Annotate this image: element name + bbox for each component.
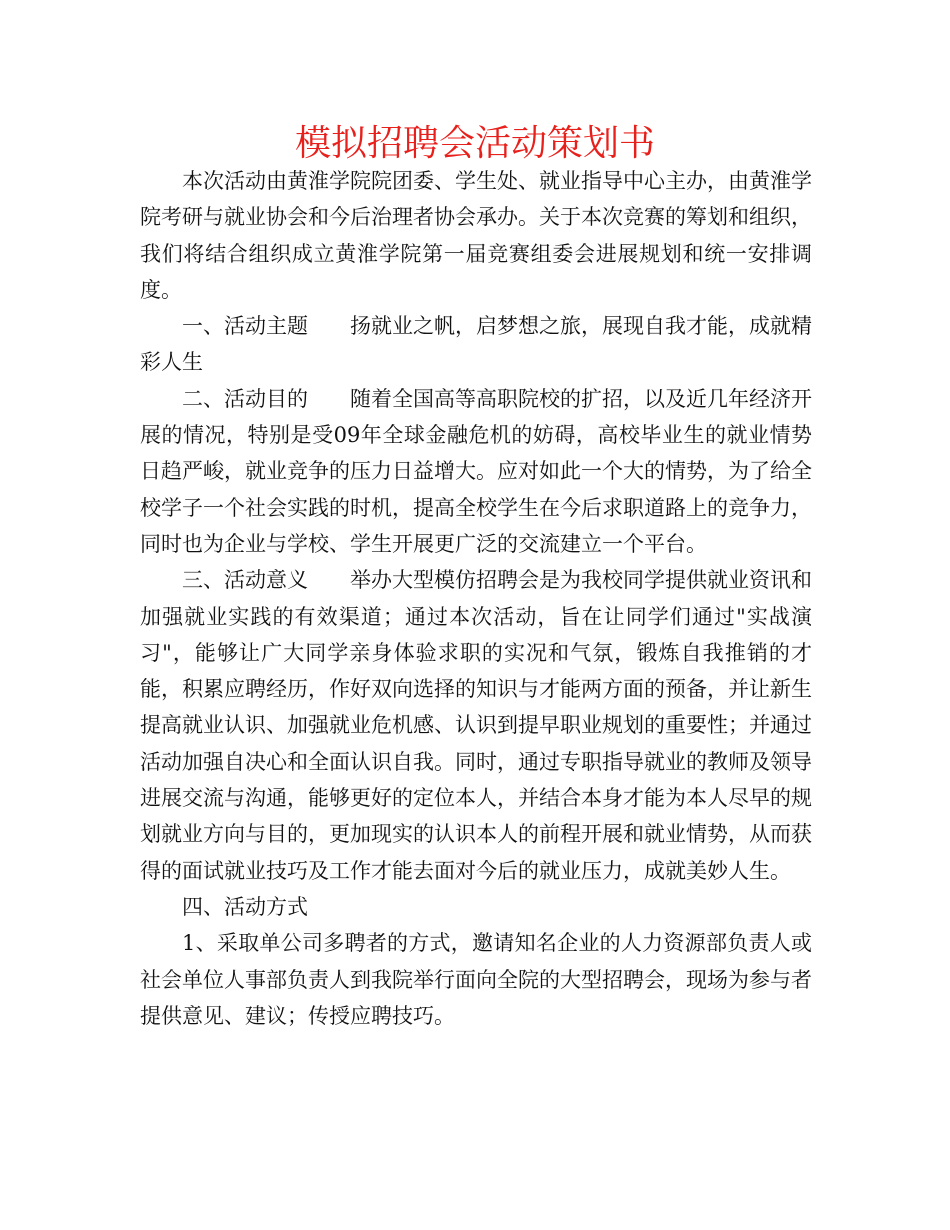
paragraph-activity-method bbox=[140, 889, 812, 925]
paragraph-text: 本次活动由黄淮学院院团委、学生处、就业指导中心主办，由黄淮学院考研与就业协会和今后治理者协会承办。关于本次竞赛的筹划和组织，我们将结合组织成立黄淮学院第一届竞赛组委会进展规划和统一安排调度。 bbox=[140, 169, 812, 302]
paragraph-method-item-1 bbox=[140, 925, 812, 1034]
document-title: 模拟招聘会活动策划书 bbox=[294, 123, 655, 164]
section-heading: 二、活动目的 bbox=[182, 386, 308, 411]
paragraph-intro bbox=[140, 163, 812, 308]
paragraph-text: 扬就业之帆，启梦想之旅，展现自我才能，成就精彩人生 bbox=[140, 314, 812, 375]
section-heading: 四、活动方式 bbox=[182, 894, 308, 919]
paragraph-text: 1、采取单公司多聘者的方式，邀请知名企业的人力资源部负责人或社会单位人事部负责人到我院举行面向全院的大型招聘会，现场为参与者提供意见、建议；传授应聘技巧。 bbox=[140, 931, 812, 1028]
paragraph-activity-significance bbox=[140, 562, 812, 889]
paragraph-text: 随着全国高等高职院校的扩招，以及近几年经济开展的情况，特别是受09年全球金融危机的妨碍，高校毕业生的就业情势日趋严峻，就业竞争的压力日益增大。应对如此一个大的情势，为了给全校学子一个社会实践的时机，提高全校学生在今后求职道路上的竞争力，同时也为企业与学校、学生开展更广泛的交流建立一个平台。 bbox=[140, 386, 812, 556]
section-heading: 一、活动主题 bbox=[182, 314, 308, 339]
paragraph-activity-purpose bbox=[140, 381, 812, 562]
document-body bbox=[140, 163, 812, 1034]
paragraph-activity-theme bbox=[140, 308, 812, 381]
paragraph-text: 举办大型模仿招聘会是为我校同学提供就业资讯和加强就业实践的有效渠道；通过本次活动，旨在让同学们通过"实战演习"，能够让广大同学亲身体验求职的实况和气氛，锻炼自我推销的才能，积累应聘经历，作好双向选择的知识与才能两方面的预备，并让新生提高就业认识、加强就业危机感、认识到提早职业规划的重要性；并通过活动加强自决心和全面认识自我。同时，通过专职指导就业的教师及领导进展交流与沟通，能够更好的定位本人，并结合本身才能为本人尽早的规划就业方向与目的，更加现实的认识本人的前程开展和就业情势，从而获得的面试就业技巧及工作才能去面对今后的就业压力，成就美妙人生。 bbox=[140, 568, 812, 883]
section-heading: 三、活动意义 bbox=[182, 568, 308, 593]
